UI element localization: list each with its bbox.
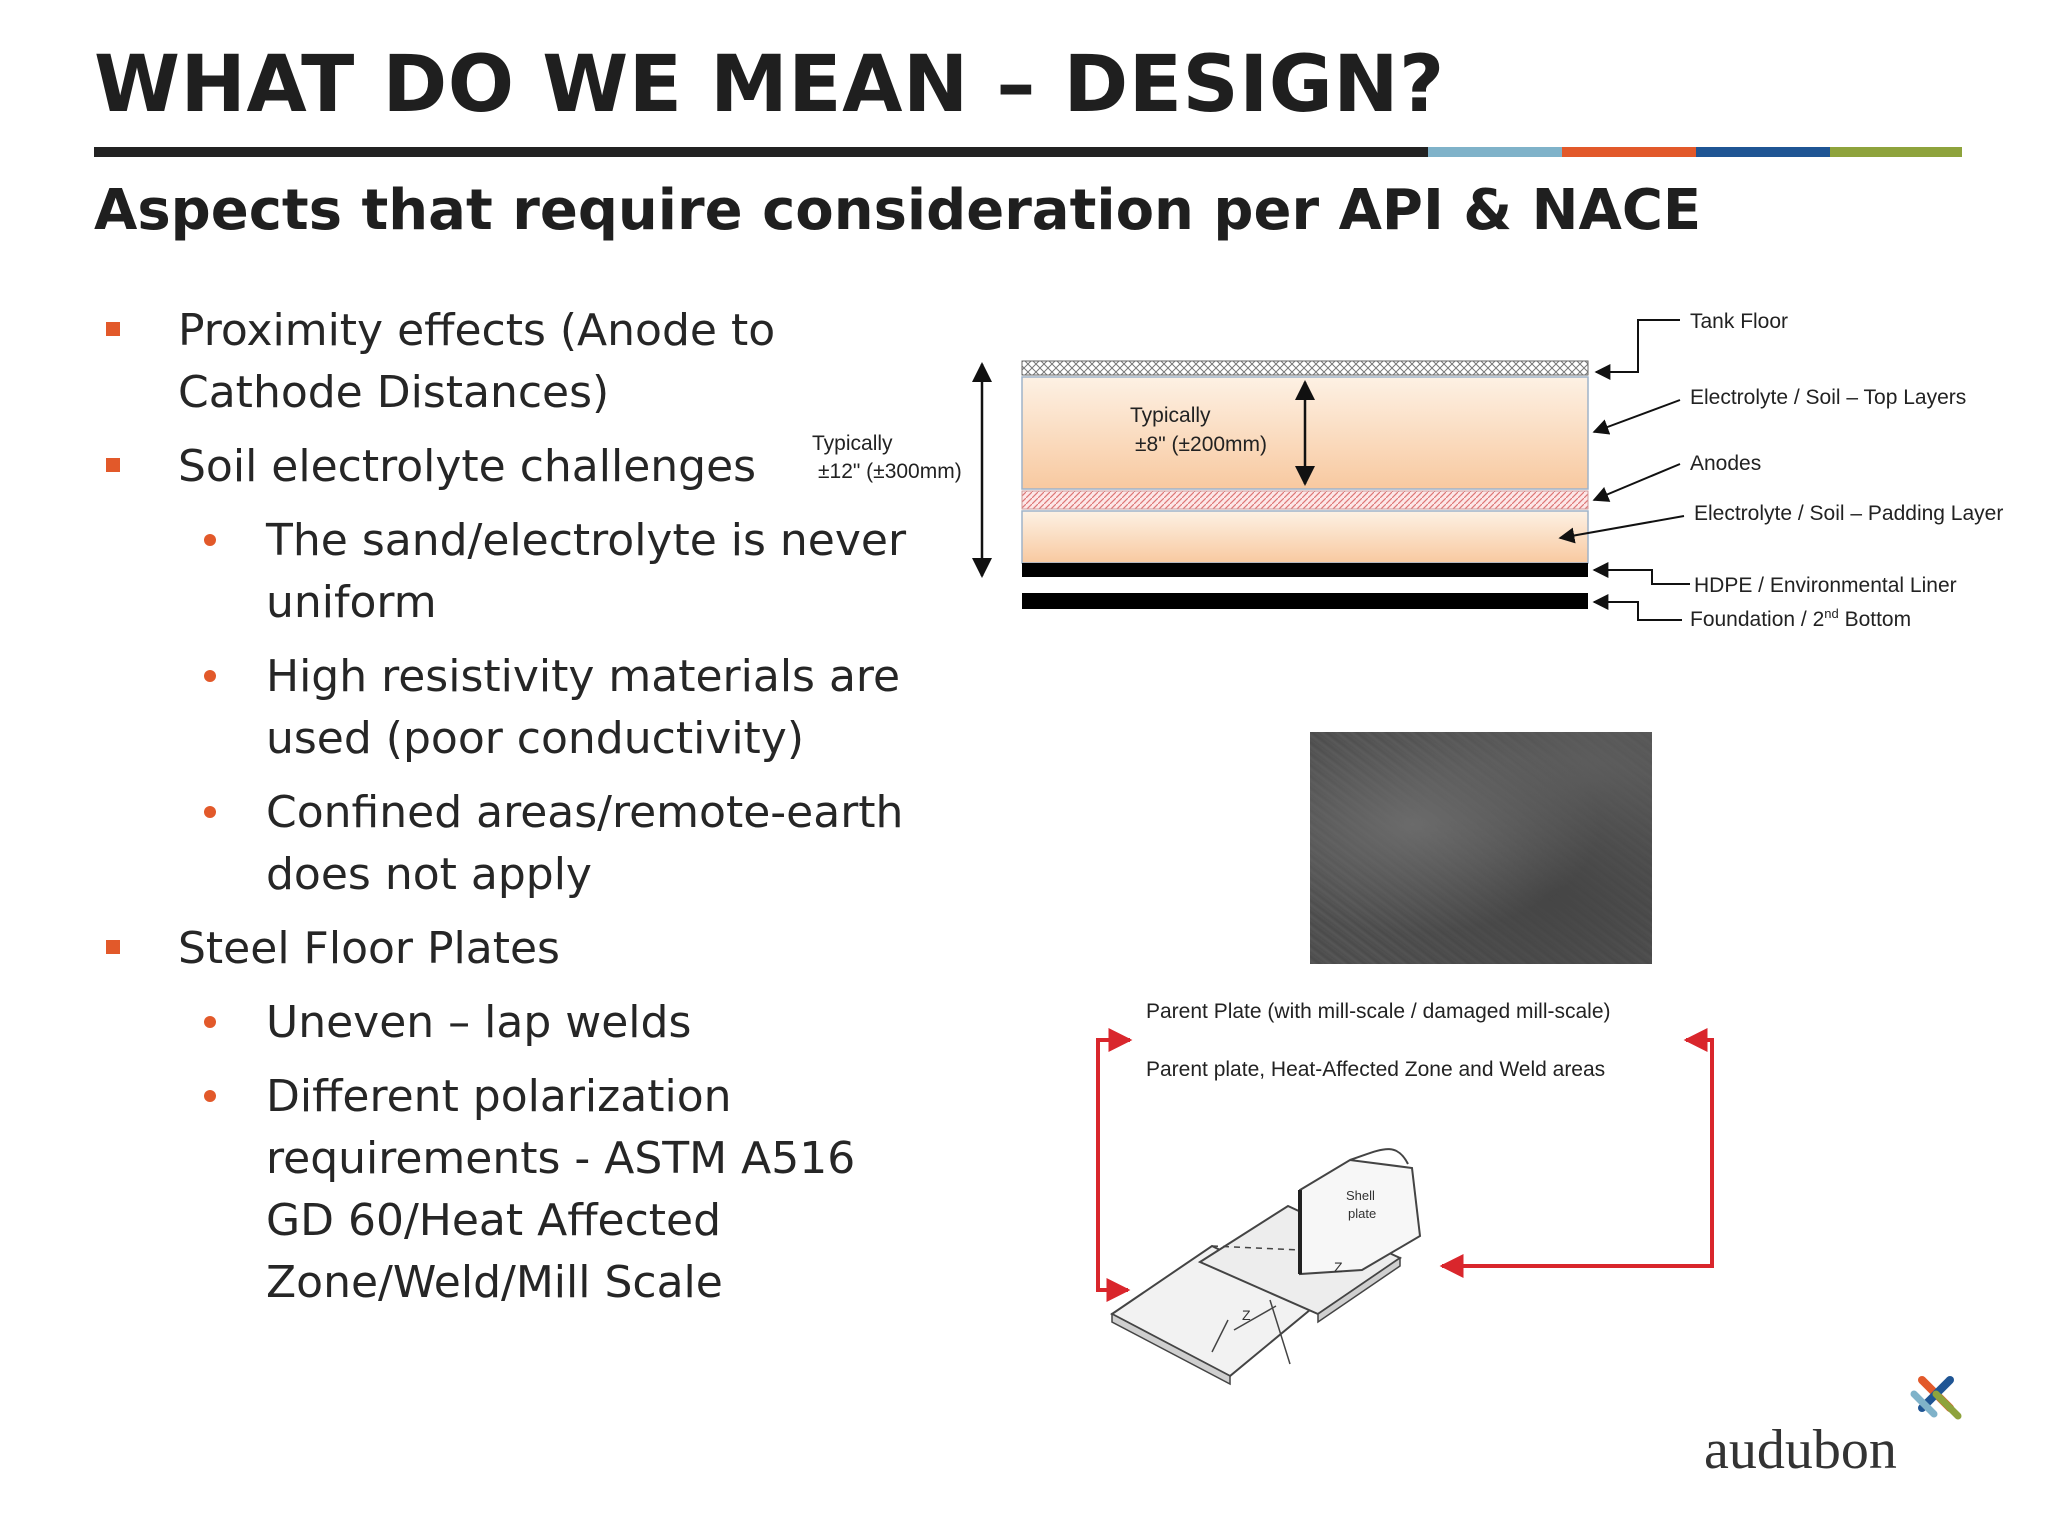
plate-label: plate — [1348, 1206, 1377, 1221]
sub-bullet-text: Uneven – lap welds — [266, 997, 692, 1048]
sub-bullet-text: Different polarization requirements - ASTM A516 GD 60/Heat Affected Zone/Weld/Mill Scale — [266, 1071, 856, 1308]
sub-bullet-text: Confined areas/remote-earth does not apply — [266, 787, 904, 900]
tank-floor-layer — [1022, 361, 1588, 375]
audubon-logo-mark — [1914, 1380, 1958, 1416]
foundation-text: Foundation / 2 — [1690, 608, 1825, 631]
parent-plate-label: Parent Plate (with mill-scale / damaged mill-scale) — [1146, 1000, 1611, 1023]
typical-inner-value: ±8" (±200mm) — [1135, 433, 1268, 456]
label-hdpe-liner: HDPE / Environmental Liner — [1694, 574, 1957, 597]
liner-leader — [1594, 570, 1690, 584]
z-label-lower: Z — [1242, 1307, 1251, 1323]
typical-outer-value: ±12" (±300mm) — [818, 460, 962, 483]
sub-bullet-text: High resistivity materials are used (poor conductivity) — [266, 651, 901, 764]
sub-bullet-text: The sand/electrolyte is never uniform — [266, 515, 907, 628]
label-top-layers: Electrolyte / Soil – Top Layers — [1690, 386, 1967, 409]
foundation-leader — [1594, 602, 1682, 620]
bullet-text: Soil electrolyte challenges — [178, 441, 757, 492]
red-bracket-left — [1098, 1040, 1130, 1290]
weld-areas-label: Parent plate, Heat-Affected Zone and Weld areas — [1146, 1058, 1606, 1081]
slide-title: WHAT DO WE MEAN – DESIGN? — [94, 40, 1445, 130]
typical-outer-label: Typically — [812, 432, 893, 455]
shell-label: Shell — [1346, 1188, 1375, 1203]
tank-floor-leader — [1596, 320, 1680, 372]
bullet-text: Proximity effects (Anode to Cathode Distances) — [178, 305, 776, 418]
label-padding-layer: Electrolyte / Soil – Padding Layer — [1694, 502, 2004, 525]
label-tank-floor: Tank Floor — [1690, 310, 1789, 333]
logo-stroke-green — [1936, 1394, 1958, 1416]
steel-plate-photo — [1310, 732, 1652, 964]
soil-padding-layer — [1022, 511, 1588, 563]
tank-layer-diagram — [812, 310, 2003, 631]
label-foundation — [1690, 606, 1911, 631]
typical-inner-label: Typically — [1130, 404, 1211, 427]
bullet-text: Steel Floor Plates — [178, 923, 560, 974]
foundation-superscript: nd — [1824, 606, 1839, 621]
label-anodes: Anodes — [1690, 452, 1762, 475]
foundation-layer — [1022, 593, 1588, 609]
audubon-logo-text: audubon — [1704, 1419, 1897, 1481]
plate-weld-diagram — [1098, 1000, 1712, 1384]
hdpe-liner-layer — [1022, 563, 1588, 577]
z-label-upper: Z — [1334, 1259, 1343, 1275]
slide-subtitle: Aspects that require consideration per API & NACE — [94, 178, 1702, 243]
foundation-text-end: Bottom — [1838, 608, 1912, 631]
top-layers-leader — [1594, 400, 1680, 432]
anode-layer — [1022, 491, 1588, 509]
anodes-leader — [1594, 464, 1680, 500]
